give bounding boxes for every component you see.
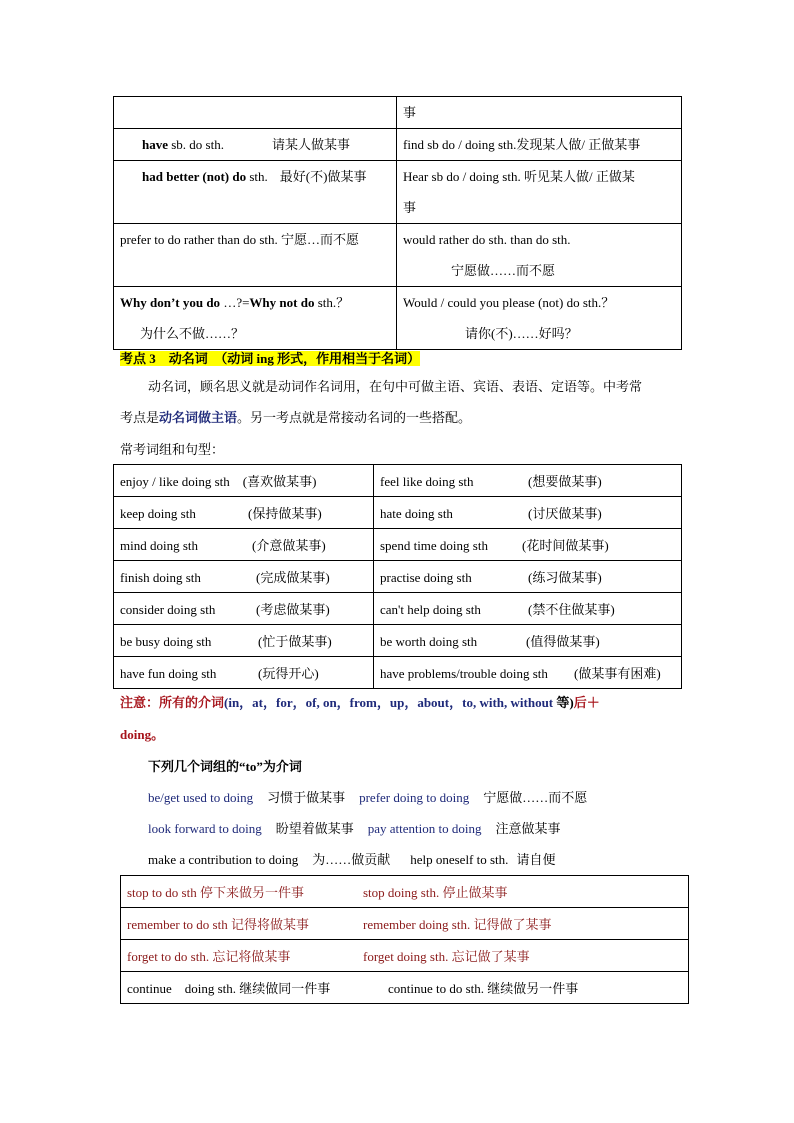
table-cell: feel like doing sth (想要做某事): [374, 465, 682, 497]
table-row: [114, 465, 682, 497]
table-cell: finish doing sth (完成做某事): [114, 561, 374, 593]
table-cell: be worth doing sth (值得做某事): [374, 625, 682, 657]
table-cell: have sb. do sth. 请某人做某事: [114, 129, 397, 161]
table-cell: be busy doing sth (忙于做某事): [114, 625, 374, 657]
table-cell: remember to do sth 记得将做某事 remember doing sth. 记得做了某事: [121, 908, 689, 940]
table-cell: mind doing sth (介意做某事): [114, 529, 374, 561]
table-cell: 事: [397, 97, 682, 129]
expressions-table-top: [113, 96, 682, 350]
table-row: [114, 224, 682, 287]
table-row: [121, 972, 689, 1004]
table-cell: Would / could you please (not) do sth.？ 请你(不)……好吗？: [397, 287, 682, 350]
table-row: [114, 625, 682, 657]
paragraph-line: 考点是动名词做主语。另一考点就是常接动名词的一些搭配。: [120, 410, 472, 425]
table-cell: prefer to do rather than do sth. 宁愿…而不愿: [114, 224, 397, 287]
table-row: [114, 129, 682, 161]
table-row: [114, 529, 682, 561]
table-cell: hate doing sth (讨厌做某事): [374, 497, 682, 529]
table-row: [114, 161, 682, 224]
table-row: [114, 97, 682, 129]
phrase-line: make a contribution to doing 为……做贡献 help oneself to sth. 请自便: [148, 852, 556, 867]
table-cell: had better (not) do sth. 最好(不)做某事: [114, 161, 397, 224]
phrase-line: be/get used to doing 习惯于做某事 prefer doing to doing 宁愿做……而不愿: [148, 790, 588, 805]
table-cell: consider doing sth (考虑做某事): [114, 593, 374, 625]
table-cell: [114, 97, 397, 129]
table-cell: can't help doing sth (禁不住做某事): [374, 593, 682, 625]
note-subheading: 下列几个词组的“to”为介词: [148, 759, 302, 774]
table-row: [114, 497, 682, 529]
to-do-vs-doing-table: [120, 875, 689, 1004]
table-row: [114, 287, 682, 350]
table-row: [121, 908, 689, 940]
table-row: [114, 593, 682, 625]
table-cell: have problems/trouble doing sth (做某事有困难): [374, 657, 682, 689]
table-cell: practise doing sth (练习做某事): [374, 561, 682, 593]
section-heading: 考点 3 动名词 （动词 ing 形式，作用相当于名词）: [120, 351, 421, 366]
subheading: 常考词组和句型：: [120, 442, 225, 457]
table-cell: find sb do / doing sth.发现某人做/ 正做某事: [397, 129, 682, 161]
gerund-phrases-table: [113, 464, 682, 689]
table-cell: spend time doing sth (花时间做某事): [374, 529, 682, 561]
table-cell: forget to do sth. 忘记将做某事 forget doing sth. 忘记做了某事: [121, 940, 689, 972]
table-row: [121, 876, 689, 908]
table-cell: Why don’t you do …?=Why not do sth.？ 为什么不做……？: [114, 287, 397, 350]
table-cell: have fun doing sth (玩得开心): [114, 657, 374, 689]
table-row: [114, 657, 682, 689]
table-cell: enjoy / like doing sth (喜欢做某事): [114, 465, 374, 497]
table-cell: keep doing sth (保持做某事): [114, 497, 374, 529]
table-cell: stop to do sth 停下来做另一件事 stop doing sth. 停止做某事: [121, 876, 689, 908]
table-cell: continue doing sth. 继续做同一件事 continue to do sth. 继续做另一件事: [121, 972, 689, 1004]
table-row: [114, 561, 682, 593]
note-line: 注意：所有的介词(in，at，for，of, on，from，up，about，to, with, without 等)后＋: [120, 695, 600, 710]
phrase-line: look forward to doing 盼望着做某事 pay attention to doing 注意做某事: [148, 821, 561, 836]
table-row: [121, 940, 689, 972]
paragraph-line: 动名词，顾名思义就是动词作名词用，在句中可做主语、宾语、表语、定语等。中考常: [148, 379, 643, 394]
note-line: doing。: [120, 727, 165, 742]
table-cell: Hear sb do / doing sth. 听见某人做/ 正做某 事: [397, 161, 682, 224]
table-cell: would rather do sth. than do sth. 宁愿做……而不愿: [397, 224, 682, 287]
